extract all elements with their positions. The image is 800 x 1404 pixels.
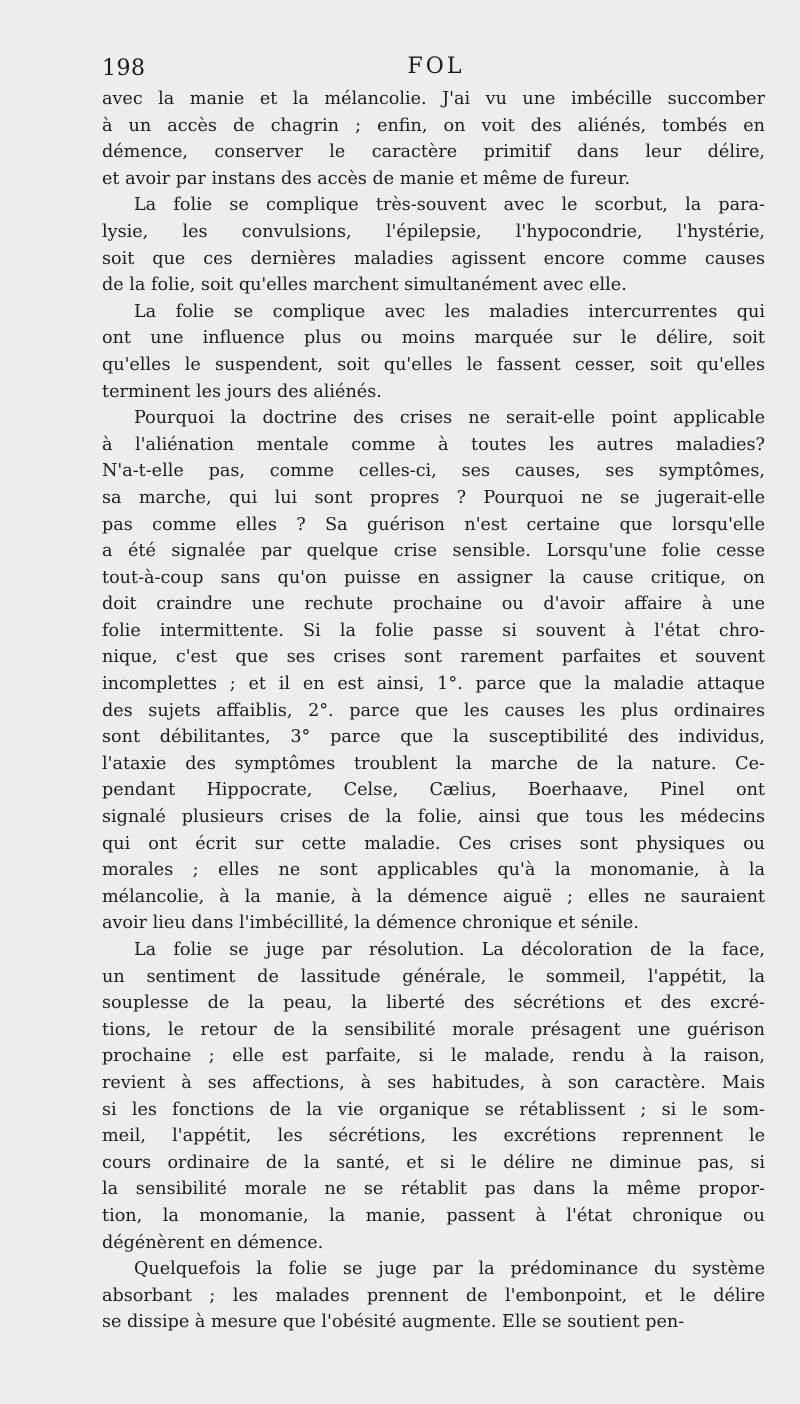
text-line: morales ; elles ne sont applicables qu'à la monomanie, à la [102,860,765,881]
text-line: a été signalée par quelque crise sensible. Lorsqu'une folie cesse [102,541,765,562]
page-number: 198 [102,56,146,81]
text-line: avoir lieu dans l'imbécillité, la démence chronique et sénile. [102,913,639,934]
text-line: sa marche, qui lui sont propres ? Pourquoi ne se jugerait-elle [102,487,765,508]
text-line: ont une influence plus ou moins marquée sur le délire, soit [102,328,765,349]
running-head [102,52,770,84]
text-line: revient à ses affections, à ses habitudes, à son caractère. Mais [102,1072,765,1093]
text-line: mélancolie, à la manie, à la démence aiguë ; elles ne sauraient [102,886,765,907]
text-line: se dissipe à mesure que l'obésité augmente. Elle se soutient pen- [102,1312,685,1333]
text-line: incomplettes ; et il en est ainsi, 1°. parce que la maladie attaque [102,674,765,695]
paragraph [102,192,765,298]
paragraph [102,1256,765,1336]
text-line: avec la manie et la mélancolie. J'ai vu une imbécille succomber [102,89,765,109]
paragraph [102,299,765,405]
text-line: des sujets affaiblis, 2°. parce que les causes les plus ordinaires [102,700,765,721]
text-line: signalé plusieurs crises de la folie, ainsi que tous les médecins [102,807,765,828]
text-line: à un accès de chagrin ; enfin, on voit des aliénés, tombés en [102,115,765,136]
text-line: qu'elles le suspendent, soit qu'elles le fassent cesser, soit qu'elles [102,354,765,375]
text-line: Quelquefois la folie se juge par la prédominance du système [134,1259,765,1280]
body-text [102,86,765,1336]
text-line: absorbant ; les malades prennent de l'embonpoint, et le délire [102,1285,765,1306]
text-line: tout-à-coup sans qu'on puisse en assigner la cause critique, on [102,567,765,588]
text-line: prochaine ; elle est parfaite, si le malade, rendu à la raison, [102,1046,765,1067]
text-line: tions, le retour de la sensibilité morale présagent une guérison [102,1019,765,1040]
text-line: soit que ces dernières maladies agissent encore comme causes [102,248,765,269]
text-line: sont débilitantes, 3° parce que la susceptibilité des individus, [102,727,765,748]
text-line: meil, l'appétit, les sécrétions, les excrétions reprennent le [102,1126,765,1147]
text-line: terminent les jours des aliénés. [102,381,382,402]
text-line: tion, la monomanie, la manie, passent à l'état chronique ou [102,1205,765,1226]
text-line: nique, c'est que ses crises sont rarement parfaites et souvent [102,647,765,668]
text-line: Pourquoi la doctrine des crises ne serait-elle point applicable [134,408,765,429]
paragraph [102,405,765,937]
text-line: cours ordinaire de la santé, et si le délire ne diminue pas, si [102,1152,765,1173]
text-line: si les fonctions de la vie organique se rétablissent ; si le som- [102,1099,765,1120]
text-line: souplesse de la peau, la liberté des sécrétions et des excré- [102,993,765,1014]
text-line: qui ont écrit sur cette maladie. Ces crises sont physiques ou [102,833,765,854]
paragraph [102,86,765,192]
text-line: pas comme elles ? Sa guérison n'est certaine que lorsqu'elle [102,514,765,535]
text-line: lysie, les convulsions, l'épilepsie, l'hypocondrie, l'hystérie, [102,221,765,242]
text-line: la sensibilité morale ne se rétablit pas dans la même propor- [102,1179,765,1200]
text-line: et avoir par instans des accès de manie et même de fureur. [102,168,631,189]
text-line: N'a-t-elle pas, comme celles-ci, ses causes, ses symptômes, [102,461,765,482]
text-line: La folie se juge par résolution. La décoloration de la face, [134,940,765,960]
text-line: La folie se complique avec les maladies intercurrentes qui [134,301,765,322]
text-line: folie intermittente. Si la folie passe si souvent à l'état chro- [102,620,765,641]
text-line: à l'aliénation mentale comme à toutes les autres maladies? [102,434,765,455]
text-line: l'ataxie des symptômes troublent la marche de la nature. Ce- [102,753,765,774]
text-line: pendant Hippocrate, Celse, Cælius, Boerhaave, Pinel ont [102,780,765,801]
running-title: FOL [407,54,465,79]
text-line: dégénèrent en démence. [102,1232,324,1253]
text-line: un sentiment de lassitude générale, le sommeil, l'appétit, la [102,966,765,987]
text-line: La folie se complique très-souvent avec le scorbut, la para- [134,195,765,216]
text-line: démence, conserver le caractère primitif dans leur délire, [102,142,765,163]
paragraph [102,937,765,1256]
text-line: doit craindre une rechute prochaine ou d'avoir affaire à une [102,594,765,615]
text-line: de la folie, soit qu'elles marchent simultanément avec elle. [102,275,627,296]
